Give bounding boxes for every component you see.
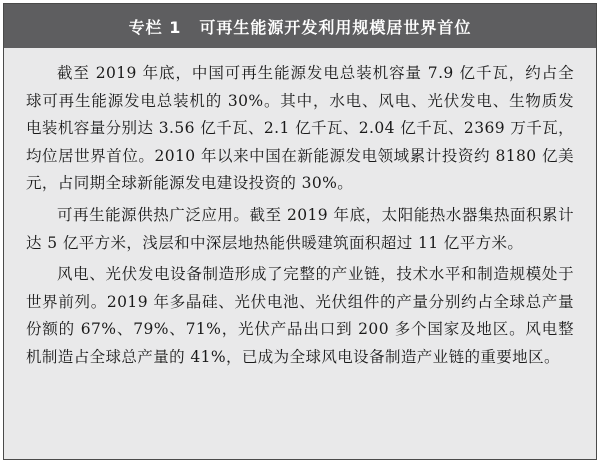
paragraph-manufacturing: 风电、光伏发电设备制造形成了完整的产业链，技术水平和制造规模处于世界前列。2019 年多晶硅、光伏电池、光伏组件的产量分别约占全球总产量份额的 67%、79%、71%，光伏产品出口到 200 多个国家及地区。风电整机制造占全球总产量的 41%，已成为全球风电设备制造产业链的重要地区。	[26, 265, 574, 366]
box-content	[4, 48, 596, 372]
box-title: 可再生能源开发利用规模居世界首位	[199, 17, 472, 37]
box-label: 专栏 1	[128, 17, 182, 37]
paragraph-installed-capacity: 截至 2019 年底，中国可再生能源发电总装机容量 7.9 亿千瓦，约占全球可再生能源发电总装机的 30%。其中，水电、风电、光伏发电、生物质发电装机容量分别达 3.56 亿千瓦、2.1 亿千瓦、2.04 亿千瓦、2369 万千瓦，均位居世界首位。2010 年以来中国在新能源发电领域累计投资约 8180 亿美元，占同期全球新能源发电建设投资的 30%。	[26, 64, 574, 193]
feature-box	[3, 3, 597, 460]
paragraph-heat-supply: 可再生能源供热广泛应用。截至 2019 年底，太阳能热水器集热面积累计达 5 亿平方米，浅层和中深层地热能供暖建筑面积超过 11 亿平方米。	[26, 205, 574, 252]
box-header	[4, 4, 596, 48]
